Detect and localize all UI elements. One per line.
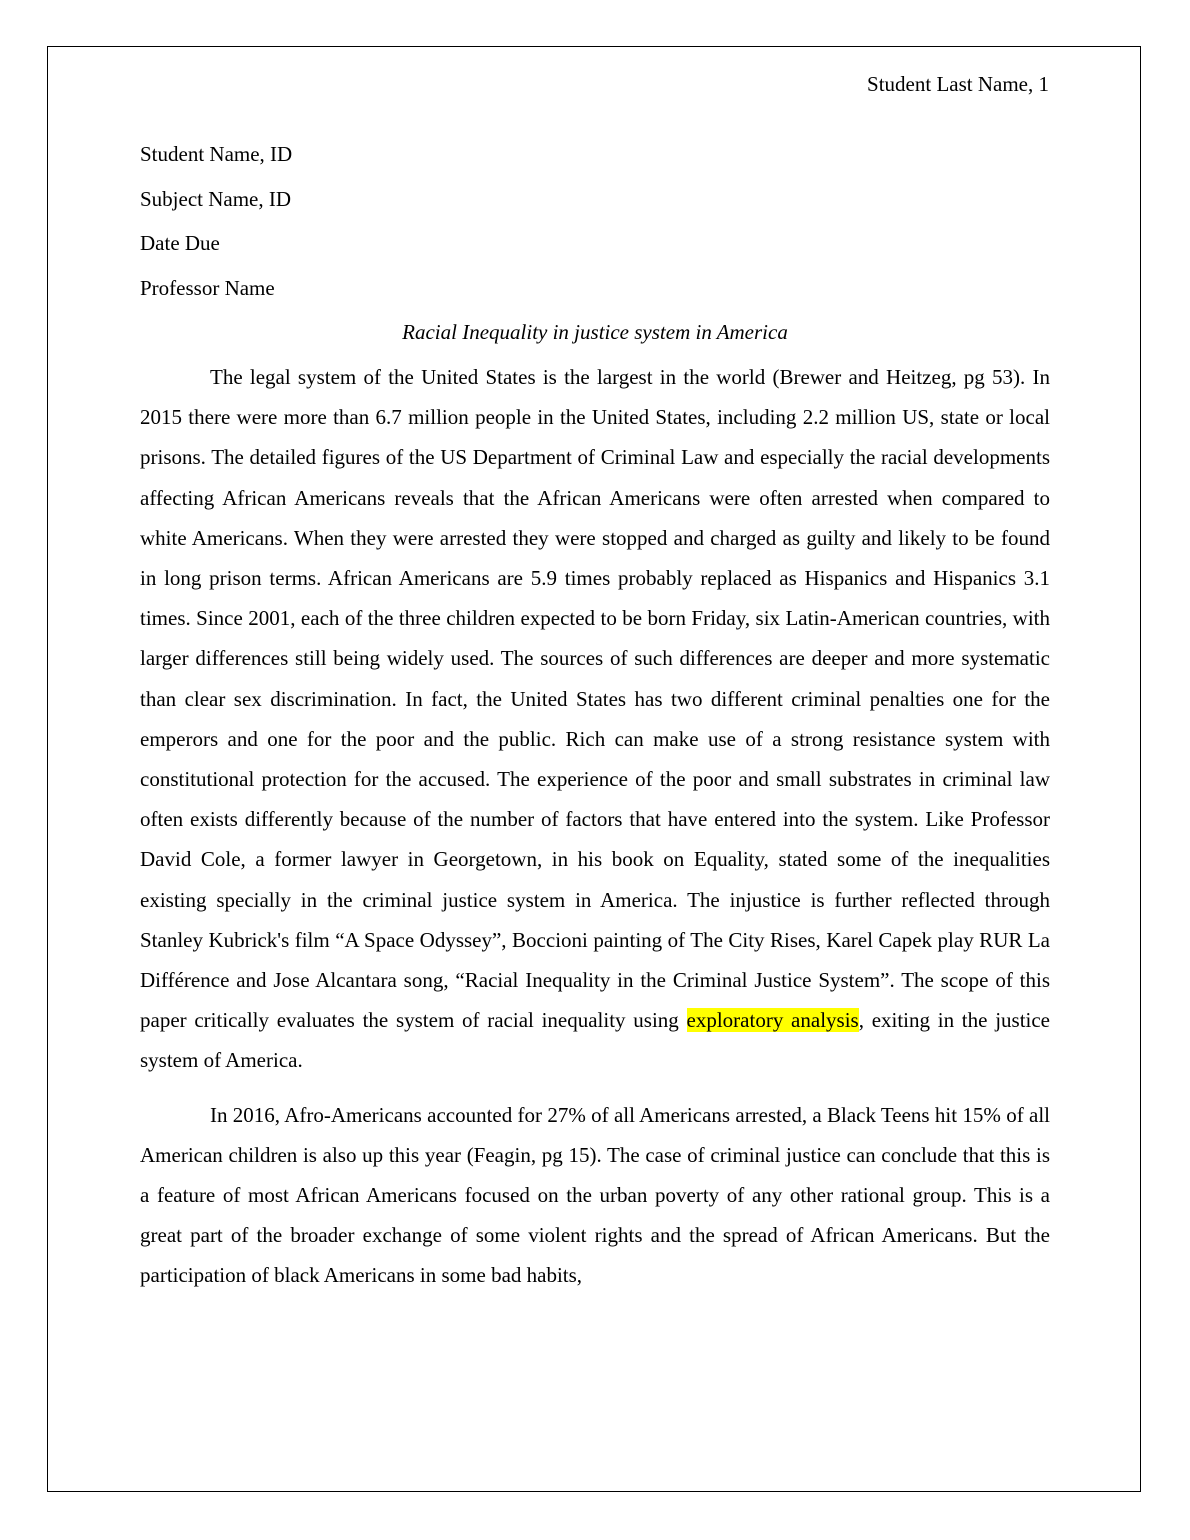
subject-name: Subject Name, ID [140,186,292,211]
essay-title: Racial Inequality in justice system in America [402,320,788,344]
essay-body [140,357,1050,1296]
date-due: Date Due [140,231,220,255]
page-header: Student Last Name, 1 [867,72,1049,96]
student-name: Student Name, ID [140,142,293,166]
paragraph-1 [140,357,1050,1081]
professor-name: Professor Name [140,275,275,300]
paragraph-2: In 2016, Afro-Americans accounted for 27% of all Americans arrested, a Black Teens hit 15% of all American children is also up this year (Feagin, pg 15). The case of criminal justice can conclude that this is a feature of most African Americans focused on the urban poverty of any other rational group. This is a great part of the broader exchange of some violent rights and the spread of African Americans. But the participation of black Americans in some bad habits, [140,1102,1050,1288]
student-info-block [140,140,1050,318]
paragraph-1-text: The legal system of the United States is the largest in the world (Brewer and Heitzeg, pg 53). In 2015 there were more than 6.7 million people in the United States, including 2.2 million US, state or local prisons. The detailed figures of the US Department of Criminal Law and especially the racial developments affecting African Americans reveals that the African Americans were often arrested when compared to white Americans. When they were arrested they were stopped and charged as guilty and likely to be found in long prison terms. African Americans are 5.9 times probably replaced as Hispanics and Hispanics 3.1 times. Since 2001, each of the three children expected to be born Friday, six Latin-American countries, with larger differences still being widely used. The sources of such differences are deeper and more systematic than clear sex discrimination. In fact, the United States has two different criminal penalties one for the emperors and one for the poor and the public. Rich can make use of a strong resistance system with constitutional protection for the accused. The experience of the poor and small substrates in criminal law often exists differently because of the number of factors that have entered into the system. Like Professor David Cole, a former lawyer in Georgetown, in his book on Equality, stated some of the inequalities existing specially in the criminal justice system in America. The injustice is further reflected through Stanley Kubrick's film “A Space Odyssey”, Boccioni painting of The City Rises, Karel Capek play RUR La Différence and Jose Alcantara song, “Racial Inequality in the Criminal Justice System”. The scope of this paper critically evaluates the system of racial inequality using [140,365,1050,1033]
paragraph-1-end: , exiting in the justice system of America. [140,1008,1051,1073]
highlighted-text: exploratory analysis [686,1008,859,1033]
